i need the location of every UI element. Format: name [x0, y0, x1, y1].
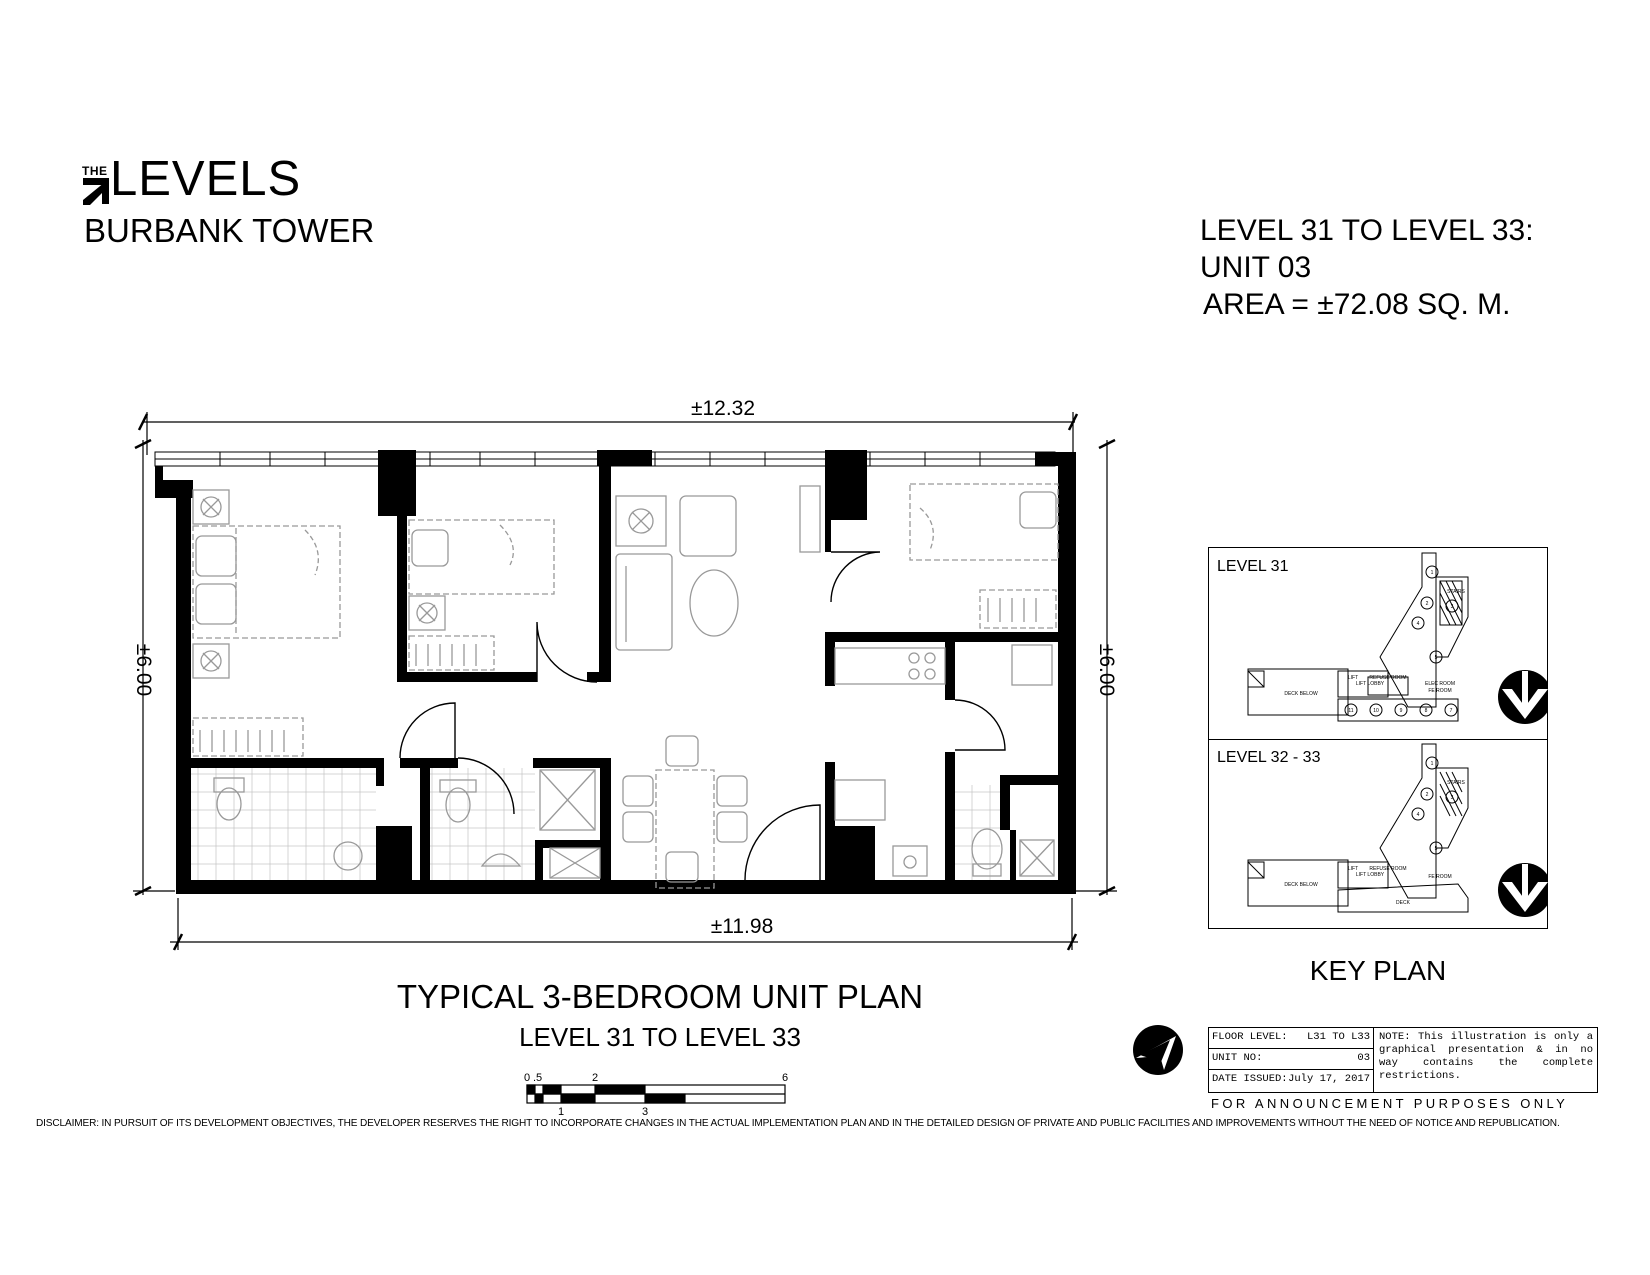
key-32-stairs: STAIRS [1447, 780, 1465, 786]
unit-31-11: 11 [1348, 708, 1354, 714]
tower-name: BURBANK TOWER [84, 212, 375, 249]
plan-title: TYPICAL 3-BEDROOM UNIT PLAN [396, 978, 924, 1015]
info-table-left [1209, 1028, 1374, 1092]
date-value: July 17, 2017 [1288, 1073, 1370, 1085]
key-32-lift: LIFT [1347, 866, 1359, 872]
unit-31-5: 5 [1434, 655, 1438, 661]
key-plan-level-32-33 [1248, 744, 1468, 912]
unit-31-9: 9 [1399, 708, 1403, 714]
north-arrow-icon [1130, 1022, 1186, 1078]
dimension-left: ±6.00 [132, 643, 155, 697]
unit-31-8: 8 [1424, 708, 1428, 714]
key-32-lift-lobby: LIFT LOBBY [1355, 872, 1385, 878]
unit-31-10: 10 [1373, 708, 1379, 714]
key-north-icon-31 [1498, 670, 1548, 724]
unit-area: AREA = ±72.08 SQ. M. [1203, 288, 1511, 321]
key-31-fe-room: FE ROOM [1428, 688, 1452, 694]
scale-bar [520, 1070, 800, 1115]
unit-number: UNIT 03 [1200, 251, 1312, 284]
disclaimer: DISCLAIMER: IN PURSUIT OF ITS DEVELOPMENT OBJECTIVES, THE DEVELOPER RESERVES THE RIGHT TO INCORPORATE CHANGES IN THE ACTUAL IMPLEMENTATION PLAN AND IN THE DETAILED DESIGN OF PRIVATE AND PUBLIC FACILITIES AND IMPROVEMENTS WITHOUT THE NEED OF NOTICE AND REPUBLICATION. [36, 1118, 1560, 1129]
unit-32-2: 2 [1425, 792, 1429, 798]
floor-level-value: L31 TO L33 [1306, 1031, 1370, 1043]
key-31-refuse-room: REFUSE ROOM [1369, 675, 1407, 681]
key-31-stairs: STAIRS [1447, 589, 1465, 595]
key-plan-level-31 [1248, 553, 1468, 721]
key-32-deck-below: DECK BELOW [1284, 882, 1318, 888]
unit-32-4: 4 [1416, 812, 1420, 818]
scale-label-3: 3 [642, 1106, 649, 1115]
unit-31-4: 4 [1416, 621, 1420, 627]
key-32-fe-room: FE ROOM [1428, 874, 1452, 880]
unit-no-label: UNIT NO: [1212, 1052, 1263, 1064]
unit-31-1: 1 [1430, 570, 1434, 576]
key-plan-label-32-33: LEVEL 32 - 33 [1217, 749, 1321, 766]
unit-31-3: 3 [1450, 604, 1454, 610]
info-note: NOTE: This illustration is only a graphical presentation & in no way contains the complete restrictions. [1379, 1031, 1593, 1082]
unit-31-2: 2 [1425, 601, 1429, 607]
dimension-top: ±12.32 [690, 397, 756, 420]
unit-no-row [1209, 1049, 1373, 1070]
dimension-bottom: ±11.98 [710, 915, 774, 938]
date-row [1209, 1070, 1373, 1091]
unit-32-3: 3 [1450, 795, 1454, 801]
scale-label-half: .5 [533, 1072, 543, 1084]
floor-level-row [1209, 1028, 1373, 1049]
unit-no-value: 03 [1357, 1052, 1370, 1064]
key-plan-title: KEY PLAN [1309, 955, 1447, 986]
key-north-icon-32 [1498, 863, 1548, 917]
logo-prefix: THE [82, 164, 108, 178]
announcement: FOR ANNOUNCEMENT PURPOSES ONLY [1211, 1096, 1569, 1111]
key-31-deck-below: DECK BELOW [1284, 691, 1318, 697]
unit-31-7: 7 [1449, 708, 1453, 714]
key-plan-label-31: LEVEL 31 [1217, 558, 1289, 575]
unit-32-1: 1 [1430, 761, 1434, 767]
scale-label-6: 6 [782, 1072, 789, 1084]
key-31-elec-room: ELEC ROOM [1424, 681, 1456, 687]
plan-subtitle: LEVEL 31 TO LEVEL 33 [519, 1022, 801, 1052]
scale-label-0: 0 [524, 1072, 531, 1084]
scale-label-2: 2 [592, 1072, 599, 1084]
key-32-refuse-room: REFUSE ROOM [1369, 866, 1407, 872]
floor-level-label: FLOOR LEVEL: [1212, 1031, 1288, 1043]
key-31-lift-lobby: LIFT LOBBY [1355, 681, 1385, 687]
dimension-right: ±6.00 [1095, 643, 1118, 697]
logo-name: LEVELS [110, 152, 302, 206]
scale-label-1: 1 [558, 1106, 565, 1115]
info-table [1208, 1027, 1598, 1093]
unit-32-5: 5 [1434, 846, 1438, 852]
unit-levels: LEVEL 31 TO LEVEL 33: [1200, 214, 1534, 247]
key-31-lift: LIFT [1347, 675, 1359, 681]
key-plan-drawing [1208, 547, 1548, 929]
date-label: DATE ISSUED: [1212, 1073, 1288, 1085]
key-32-deck: DECK [1396, 900, 1410, 906]
